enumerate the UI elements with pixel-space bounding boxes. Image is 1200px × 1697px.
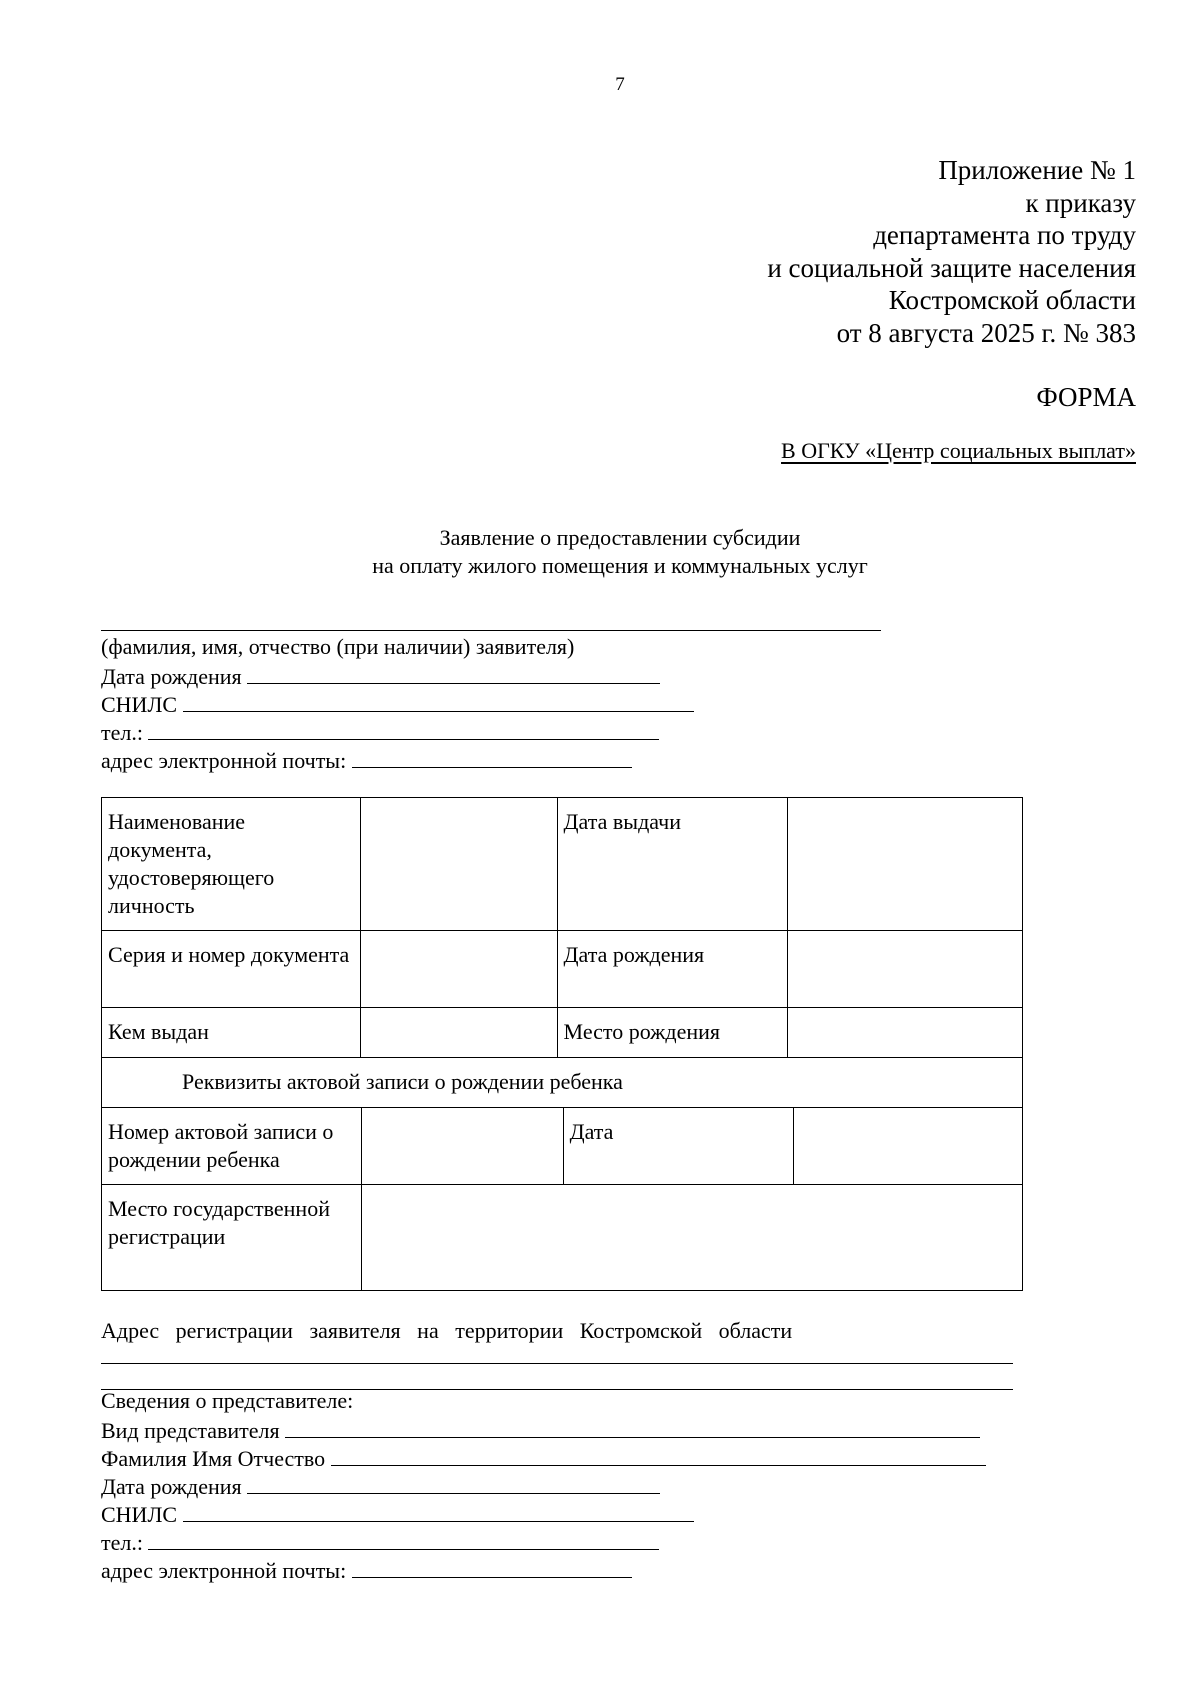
representative-type-field[interactable]: [285, 1415, 980, 1438]
appendix-line: департамента по труду: [873, 220, 1136, 250]
appendix-line: от 8 августа 2025 г. № 383: [836, 317, 1136, 348]
applicant-email-row: [101, 745, 632, 775]
appendix-line: Костромской области: [888, 285, 1136, 315]
act-number-cell[interactable]: [361, 1108, 563, 1185]
title-line-2: на оплату жилого помещения и коммунальных услуг: [372, 553, 868, 578]
representative-email-row: [101, 1555, 632, 1585]
appendix-header: [767, 154, 1136, 349]
issued-by-label: Кем выдан: [102, 1008, 361, 1058]
applicant-email-label: адрес электронной почты:: [101, 748, 347, 773]
representative-phone-field[interactable]: [148, 1527, 659, 1550]
table-row: [102, 1058, 1023, 1108]
representative-phone-row: [101, 1527, 659, 1557]
applicant-snils-row: [101, 689, 694, 719]
table-row: [102, 1108, 1023, 1185]
form-label: ФОРМА: [1036, 382, 1136, 412]
representative-header: Сведения о представителе:: [101, 1388, 354, 1413]
registration-place-cell[interactable]: [361, 1185, 1022, 1291]
registration-place-label: Место государственной регистрации: [102, 1185, 362, 1291]
registration-address-line-1[interactable]: [101, 1363, 1013, 1364]
doc-name-cell[interactable]: [360, 798, 557, 931]
identity-document-table: [101, 797, 1023, 1108]
act-date-label: Дата: [563, 1108, 794, 1185]
applicant-snils-label: СНИЛС: [101, 692, 178, 717]
application-title: [0, 524, 1200, 580]
representative-birth-date-row: [101, 1471, 660, 1501]
birth-place-cell[interactable]: [788, 1008, 1023, 1058]
representative-type-row: [101, 1415, 980, 1445]
representative-snils-row: [101, 1499, 694, 1529]
table-row: [102, 1008, 1023, 1058]
appendix-line: и социальной защите населения: [767, 252, 1136, 283]
addressee: В ОГКУ «Центр социальных выплат»: [781, 438, 1136, 463]
applicant-email-field[interactable]: [352, 745, 632, 768]
birth-place-label: Место рождения: [557, 1008, 788, 1058]
appendix-line: Приложение № 1: [938, 155, 1136, 185]
representative-type-label: Вид представителя: [101, 1418, 280, 1443]
representative-birth-date-field[interactable]: [247, 1471, 660, 1494]
act-record-table: [101, 1107, 1023, 1291]
issue-date-label: Дата выдачи: [557, 798, 788, 931]
act-date-cell[interactable]: [794, 1108, 1023, 1185]
table-row: [102, 1185, 1023, 1291]
applicant-fio-line[interactable]: [101, 630, 881, 631]
representative-snils-field[interactable]: [183, 1499, 694, 1522]
series-number-label: Серия и номер документа: [102, 931, 361, 1008]
representative-email-label: адрес электронной почты:: [101, 1558, 347, 1583]
birth-date-label: Дата рождения: [557, 931, 788, 1008]
title-line-1: Заявление о предоставлении субсидии: [439, 525, 801, 550]
representative-snils-label: СНИЛС: [101, 1502, 178, 1527]
applicant-birth-date-label: Дата рождения: [101, 664, 242, 689]
birth-date-cell[interactable]: [788, 931, 1023, 1008]
representative-birth-date-label: Дата рождения: [101, 1474, 242, 1499]
applicant-snils-field[interactable]: [183, 689, 694, 712]
applicant-fio-caption: (фамилия, имя, отчество (при наличии) заявителя): [101, 634, 575, 659]
act-number-label: Номер актовой записи о рождении ребенка: [102, 1108, 362, 1185]
applicant-phone-field[interactable]: [148, 717, 659, 740]
series-number-cell[interactable]: [360, 931, 557, 1008]
representative-fio-row: [101, 1443, 986, 1473]
applicant-birth-date-row: [101, 661, 660, 691]
doc-name-label: Наименование документа, удостоверяющего личность: [102, 798, 361, 931]
table-row: [102, 931, 1023, 1008]
applicant-phone-row: [101, 717, 659, 747]
representative-fio-label: Фамилия Имя Отчество: [101, 1446, 326, 1471]
representative-email-field[interactable]: [352, 1555, 632, 1578]
representative-fio-field[interactable]: [331, 1443, 986, 1466]
issue-date-cell[interactable]: [788, 798, 1023, 931]
appendix-line: к приказу: [1025, 187, 1136, 218]
applicant-birth-date-field[interactable]: [247, 661, 660, 684]
table-row: [102, 798, 1023, 931]
representative-phone-label: тел.:: [101, 1530, 143, 1555]
registration-address-label: Адрес регистрации заявителя на территории Костромской области: [101, 1318, 793, 1343]
issued-by-cell[interactable]: [360, 1008, 557, 1058]
applicant-phone-label: тел.:: [101, 720, 143, 745]
page-number: 7: [615, 74, 625, 95]
act-record-header: Реквизиты актовой записи о рождении ребенка: [102, 1058, 1023, 1108]
